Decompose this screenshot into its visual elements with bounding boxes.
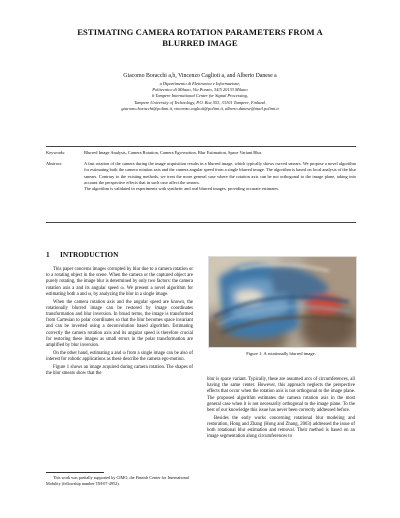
paper-title-line-2: BLURRED IMAGE [162, 38, 238, 48]
section-title: INTRODUCTION [60, 250, 119, 259]
affiliation-line: b Tampere International Center for Signal Processing, [152, 93, 248, 99]
footnote-text: This work was partially supported by CIMO, the Finnish Center for International Mobility (fellowship number TM-07-4952). [46, 475, 189, 486]
section-heading [46, 250, 118, 259]
keywords-text: Blurred Image Analysis, Camera Rotation, Camera Ego-motion, Blur Estimation, Space Variant Blur. [84, 150, 262, 155]
header-divider-top [46, 146, 356, 147]
footnote [46, 475, 193, 486]
abstract-block [46, 161, 356, 192]
body-paragraph: This paper concerns images corrupted by blur due to a camera rotation or to a rotating object in the scene. When the camera or the captured object are purely rotating, the image blur is determined by only two factors: the camera rotation axis a and its angular speed ω. We present a novel algorithm for estimating both a and ω, by analyzing the blur in a single image. [46, 267, 193, 297]
left-column-body [46, 267, 193, 377]
body-paragraph: blur is space variant. Typically, these are assumed arcs of circumferences, all having the same center. However, this approach neglects the perspective effects that occur when the rotation axis is not orthogonal to the image plane. The proposed algorithm estimates the camera rotation axis in the most general case when it is not necessarily orthogonal to the image plane. To the best of our knowledge this issue has never been correctly addressed before. [207, 377, 355, 414]
paper-title [40, 27, 360, 49]
affiliation-line: a Dipartimento di Elettronica e Informazione, [159, 81, 241, 86]
body-paragraph: Besides the early works concerning rotational blur modeling and restoration, Hong and Zhang (Hong and Zhang, 2003) addressed the issue of both rotational blur estimation and removal. Their method is based on an image segmentation along circumferences to [207, 415, 355, 440]
body-paragraph: When the camera rotation axis and the angular speed are known, the rotationally blurred image can be restored by image coordinates transformation and blur inversion. In broad terms, the image is transformed from Cartesian to polar coordinates so that the blur becomes space invariant and can be inverted using a deconvolution based algorithm. Estimating correctly the camera rotation axis and its angular speed is therefore crucial for restoring these images as small errors in the polar transformation are amplified by blur inversion. [46, 299, 193, 349]
abstract-label: Abstract: [46, 161, 63, 166]
abstract-paragraph: A fast rotation of the camera during the image acquisition results in a blurred image, which typically shows curved smears. We propose a novel algorithm for estimating both the camera rotation axis and the camera angular speed from a single blurred image. The algorithm is based on local analysis of the blur smears. Contrary to the existing methods, we treat the more general case where the rotation axis can be not orthogonal to the image plane, taking into account the perspective effects that in such case affect the smears. [84, 161, 356, 185]
keywords-label: Keywords: [46, 150, 66, 155]
author-list: Giacomo Boracchi a,b, Vincenzo Caglioti a, and Alberto Danese a [123, 73, 277, 79]
figure-caption: Figure 1: A rotationally blurred image. [246, 351, 316, 356]
keywords-block [46, 150, 356, 156]
footnote-divider [46, 472, 104, 473]
header-divider-bottom [46, 222, 356, 223]
affiliation-line: Tampere University of Technology, P.O. Box 553, 33101 Tampere, Finland. [134, 99, 266, 105]
section-number: 1 [46, 250, 50, 259]
author-emails: giacomo.boracchi@polimi.it, vincenzo.caglioti@polimi.it, alberto.danese@mail.polimi.it [121, 105, 279, 111]
right-column-body [207, 377, 355, 441]
blurred-image-figure [208, 256, 357, 348]
paper-title-line-1: ESTIMATING CAMERA ROTATION PARAMETERS FROM A [77, 27, 323, 37]
body-paragraph: Figure 1 shows an image acquired during camera rotation. The shapes of the blur smears show that the [46, 364, 193, 377]
affiliation-line: Politecnico di Milano, Via Ponzio, 34/5 20133 Milano [152, 87, 248, 93]
affiliations [30, 81, 370, 112]
abstract-paragraph: The algorithm is validated in experiments with synthetic and real blurred images, providing accurate estimates. [84, 186, 280, 192]
rotationally-blurred-photo [209, 257, 356, 347]
body-paragraph: On the other hand, estimating a and ω from a single image can be also of interest for robotic applications as these describe the camera ego-motion. [46, 350, 193, 363]
abstract-text [84, 161, 356, 192]
